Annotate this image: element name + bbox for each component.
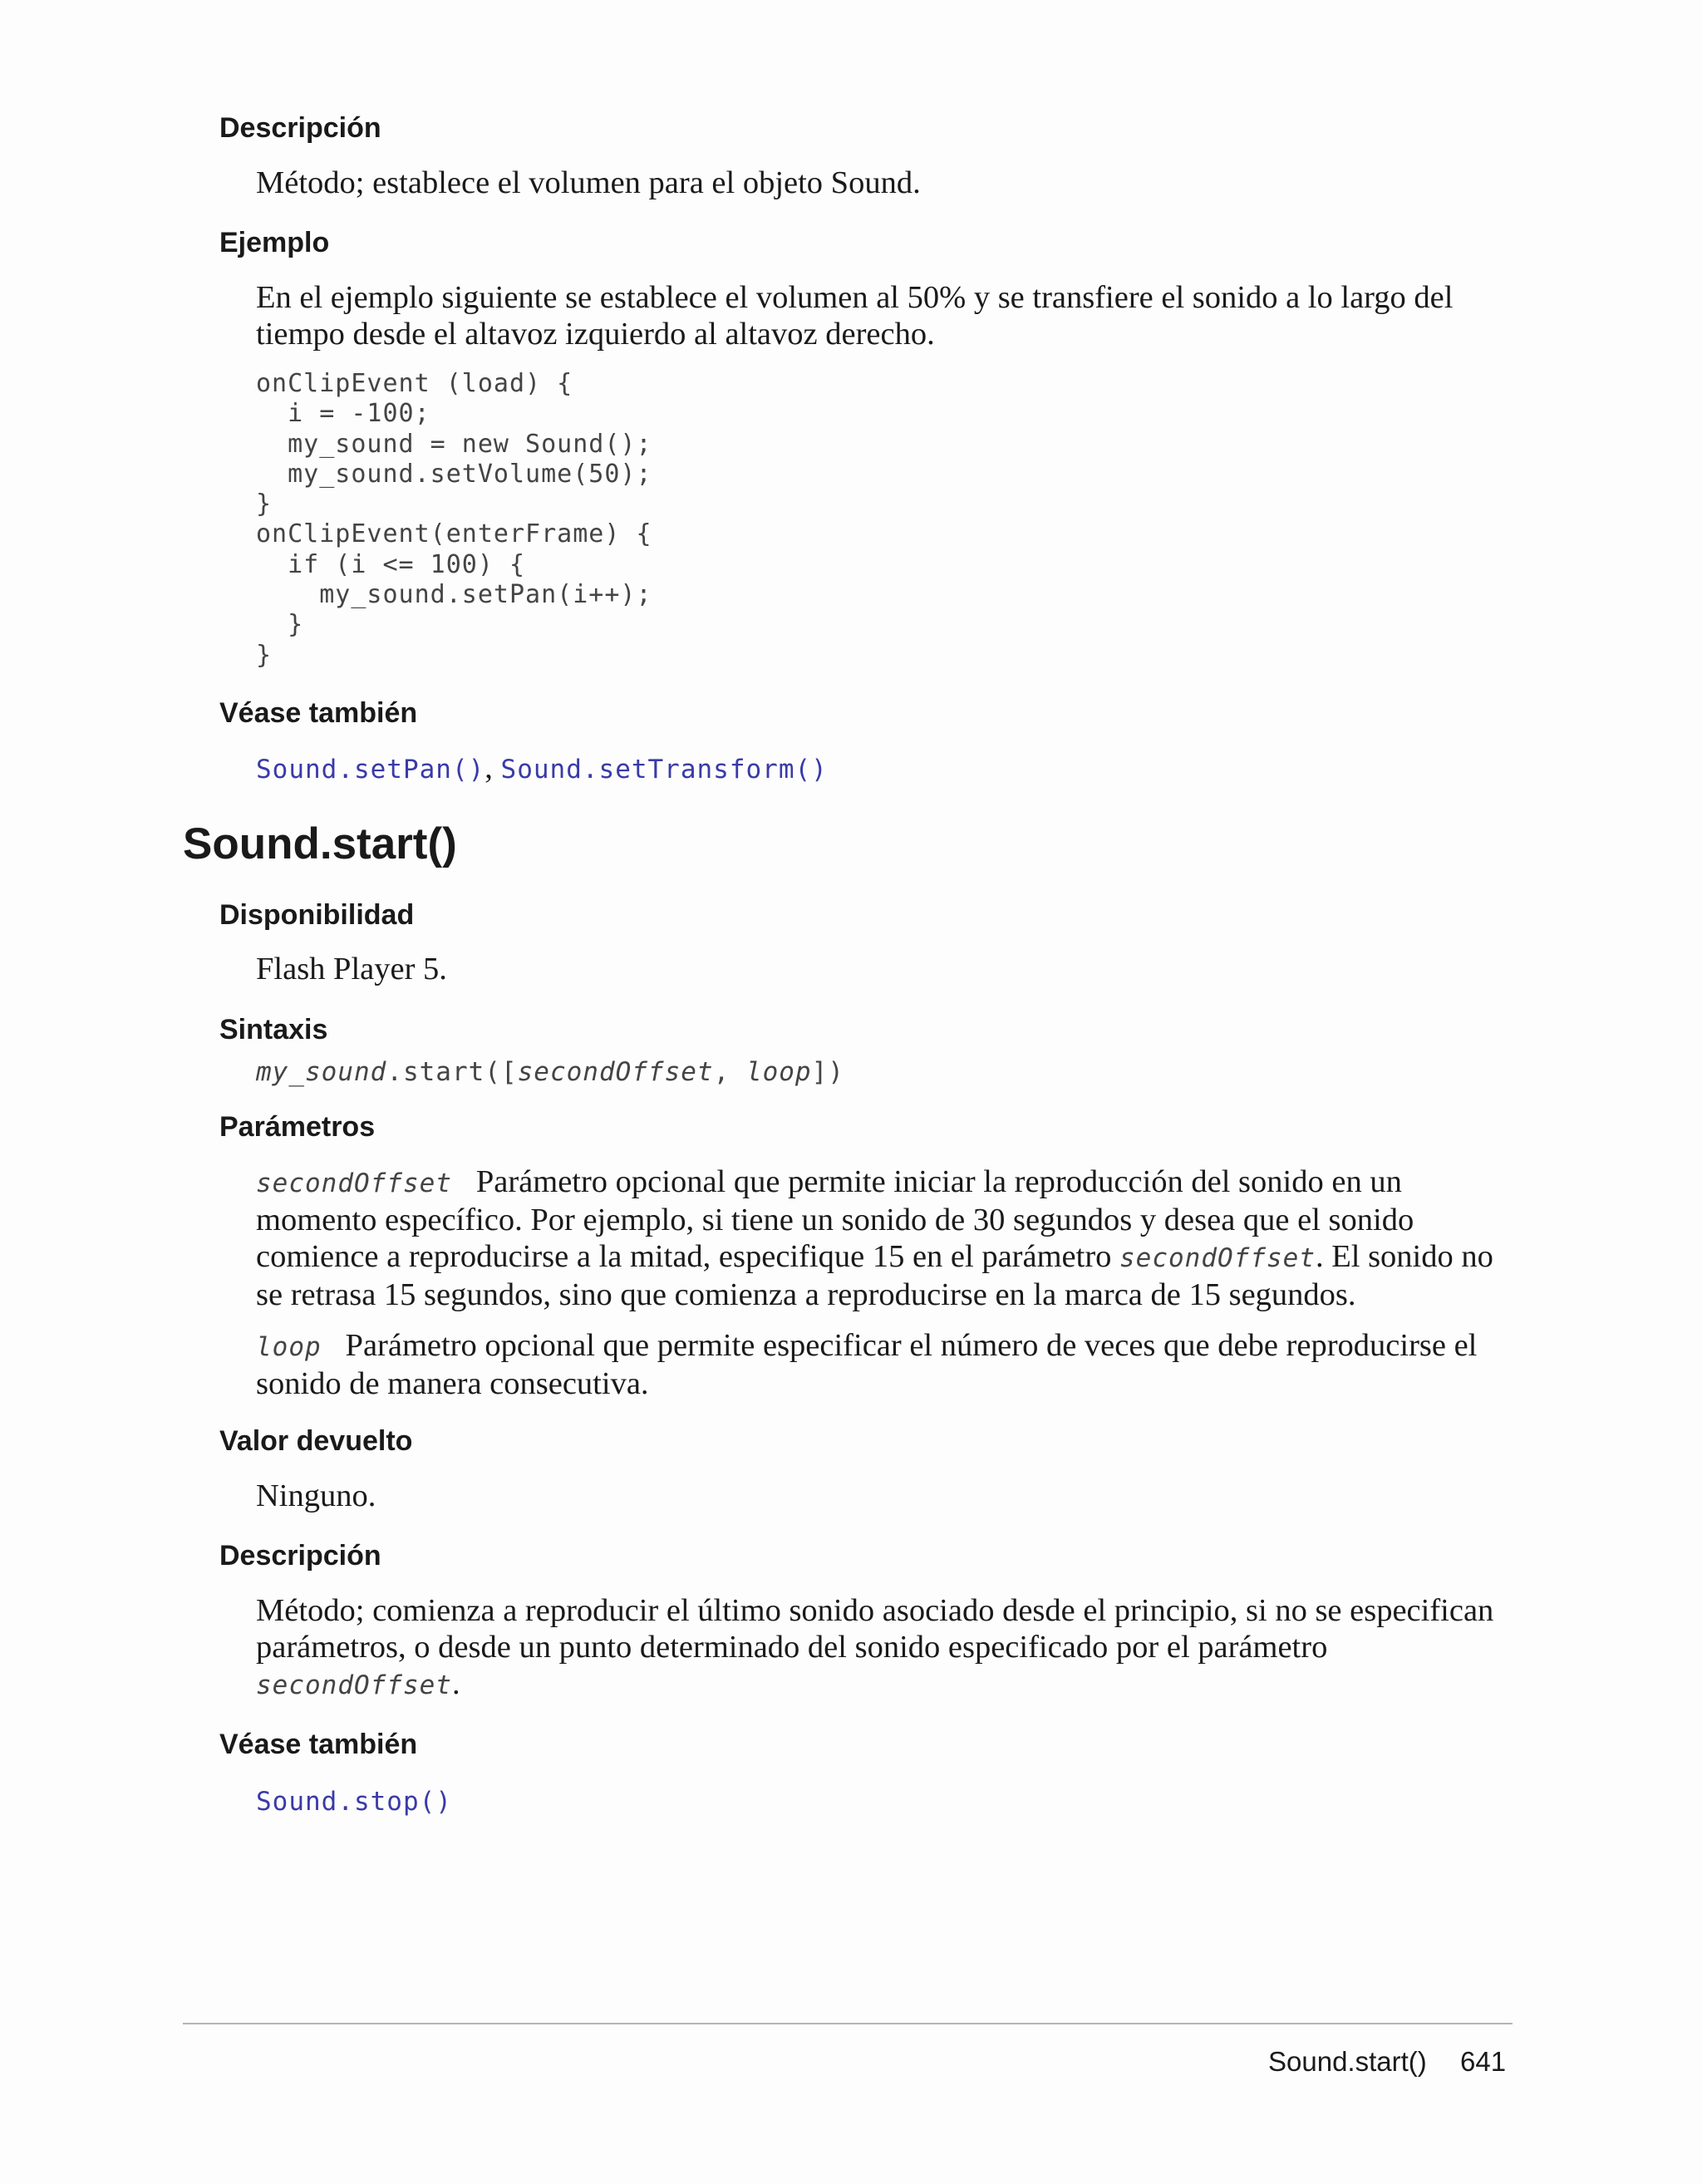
syntax-method: .start([ bbox=[386, 1057, 518, 1087]
param-text-secondoffset-end: . El sonido no se retrasa 15 segundos, sino que comienza a reproducirse en la marca de 15 segundos. bbox=[256, 1239, 1493, 1312]
entry-title: Sound.start() bbox=[183, 819, 457, 868]
section-heading-returns: Valor devuelto bbox=[219, 1425, 413, 1457]
syntax-comma: , bbox=[713, 1057, 746, 1087]
param-inline-code: secondOffset bbox=[1119, 1243, 1316, 1273]
description-body: Método; comienza a reproducir el último sonido asociado desde el principio, si no se especifican parámetros, o desde un punto determinado del sonido especificado por el parámetro bbox=[256, 1593, 1494, 1665]
description-text: Método; establece el volumen para el objeto Sound. bbox=[256, 165, 921, 200]
parameter-secondoffset bbox=[256, 1163, 1519, 1313]
see-also-links-2 bbox=[256, 1782, 1519, 1820]
footer-running-title: Sound.start() bbox=[1268, 2046, 1427, 2077]
param-text-loop: Parámetro opcional que permite especificar el número de veces que debe reproducirse el sonido de manera consecutiva. bbox=[256, 1328, 1478, 1401]
section-heading-syntax: Sintaxis bbox=[219, 1014, 328, 1045]
see-also-links bbox=[256, 750, 1519, 788]
description-inline-code: secondOffset bbox=[256, 1670, 452, 1700]
param-text-secondoffset: Parámetro opcional que permite iniciar la reproducción del sonido en un momento específico. Por ejemplo, si tiene un sonido de 30 segundos y desea que el sonido comience a reproducirse a la mitad, especifique 15 en el parámetro bbox=[256, 1164, 1414, 1274]
link-sound-setpan[interactable]: Sound.setPan() bbox=[256, 755, 485, 785]
parameter-loop bbox=[256, 1327, 1519, 1402]
availability-text: Flash Player 5. bbox=[256, 952, 447, 986]
param-name-secondoffset: secondOffset bbox=[256, 1168, 452, 1198]
section-heading-see-also: Véase también bbox=[219, 697, 418, 729]
syntax-line bbox=[256, 1052, 1519, 1090]
syntax-param-loop: loop bbox=[745, 1057, 812, 1087]
section-heading-availability: Disponibilidad bbox=[219, 899, 415, 931]
link-separator: , bbox=[485, 750, 493, 785]
link-sound-settransform[interactable]: Sound.setTransform() bbox=[500, 755, 828, 785]
returns-text: Ninguno. bbox=[256, 1478, 376, 1513]
example-code-block: onClipEvent (load) { i = -100; my_sound = new Sound(); my_sound.setVolume(50); } onClipEvent(enterFrame) { if (i <= 100) { my_sound.setPan(i++); } } bbox=[256, 369, 652, 670]
section-heading-parameters: Parámetros bbox=[219, 1111, 376, 1143]
syntax-param-secondoffset: secondOffset bbox=[517, 1057, 714, 1087]
param-name-loop: loop bbox=[256, 1332, 322, 1362]
syntax-object: my_sound bbox=[256, 1057, 387, 1087]
description-end: . bbox=[451, 1666, 460, 1701]
description-text-2 bbox=[256, 1592, 1519, 1704]
section-heading-description: Descripción bbox=[219, 112, 381, 144]
syntax-close: ]) bbox=[811, 1057, 844, 1087]
link-sound-stop[interactable]: Sound.stop() bbox=[256, 1787, 452, 1817]
example-text: En el ejemplo siguiente se establece el volumen al 50% y se transfiere el sonido a lo largo del tiempo desde el altavoz izquierdo al altavoz derecho. bbox=[256, 280, 1454, 352]
section-heading-example: Ejemplo bbox=[219, 227, 330, 258]
footer-page-number: 641 bbox=[1460, 2046, 1507, 2077]
section-heading-see-also-2: Véase también bbox=[219, 1729, 418, 1760]
footer-rule bbox=[183, 2023, 1513, 2024]
section-heading-description-2: Descripción bbox=[219, 1540, 381, 1572]
